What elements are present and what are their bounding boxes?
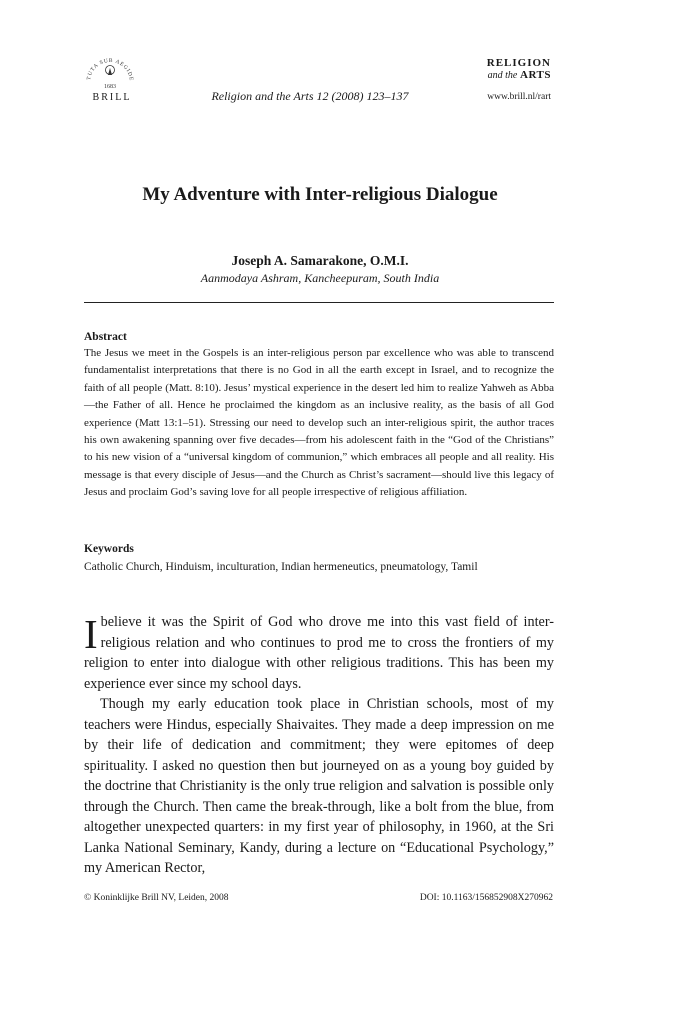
logo-motto: TUTA SUB AEGIDE <box>86 57 135 82</box>
drop-cap: I <box>84 611 98 657</box>
publisher-logo <box>82 48 138 92</box>
copyright-notice: © Koninklijke Brill NV, Leiden, 2008 <box>84 893 229 903</box>
article-title: My Adventure with Inter-religious Dialogue <box>142 184 498 205</box>
doi[interactable]: DOI: 10.1163/156852908X270962 <box>419 893 553 903</box>
publisher-name: BRILL <box>92 92 132 103</box>
journal-url[interactable]: www.brill.nl/rart <box>487 92 551 102</box>
author-affiliation: Aanmodaya Ashram, Kancheepuram, South India <box>200 271 440 285</box>
journal-citation: Religion and the Arts 12 (2008) 123–137 <box>211 89 409 103</box>
keywords-heading: Keywords <box>84 543 134 555</box>
svg-text:TUTA SUB AEGIDE PALLAS <box>82 48 134 82</box>
paragraph-1-text: believe it was the Spirit of God who drove me into this vast field of inter-religious relation and who continues to prod me to cross the frontiers of my religion to enter into dialogue with other religious traditions. This has been my experience ever since my school days. <box>84 614 554 692</box>
abstract-text: The Jesus we meet in the Gospels is an inter-religious person par excellence who was able to transcend fundamentalist interpretations that there is no God in all the earth except in Israel, and to recognize the faith of all people (Matt. 8:10). Jesus’ mystical experience in the desert led him to realize Yahweh as Abba—the Father of all. Hence he proclaimed the kingdom as an inclusive reality, as the basis of all God experience (Matt 13:1–51). Stressing our need to develop such an inter-religious spirit, the author traces his own awakening spanning over five decades—from his adolescent faith in the “God of the Christians” to his new vision of a “universal kingdom of communion,” which embraces all people and all reality. His message is that every disciple of Jesus—and the Church as Christ’s sacrament—should live this legacy of Jesus and proclaim God’s saving love for all people irrespective of religious affiliation. <box>84 347 554 499</box>
journal-brand <box>487 57 551 82</box>
abstract-heading: Abstract <box>84 331 127 343</box>
keywords-text: Catholic Church, Hinduism, inculturation, Indian hermeneutics, pneumatology, Tamil <box>84 561 478 573</box>
body-text <box>84 612 554 879</box>
body-paragraph-1 <box>84 612 554 694</box>
brand-arts: ARTS <box>520 69 551 81</box>
author-name: Joseph A. Samarakone, O.M.I. <box>231 253 409 268</box>
logo-year: 1683 <box>104 84 116 90</box>
brand-religion: RELIGION <box>486 57 551 69</box>
brand-connector: and the <box>487 70 518 81</box>
title-divider <box>84 302 554 303</box>
body-paragraph-2: Though my early education took place in Christian schools, most of my teachers were Hindus, especially Shaivaites. They made a deep impression on me by their life of dedication and commitment; they were epitomes of deep spirituality. I asked no question then but journeyed on as a young boy guided by the doctrine that Christianity is the only true religion and salvation is possible only through the Church. Then came the break-through, like a bolt from the blue, from altogether unexpected quarters: in my first year of philosophy, in 1960, at the Sri Lanka National Seminary, Kandy, during a lecture on “Educational Psychology,” my American Rector, <box>84 696 554 876</box>
